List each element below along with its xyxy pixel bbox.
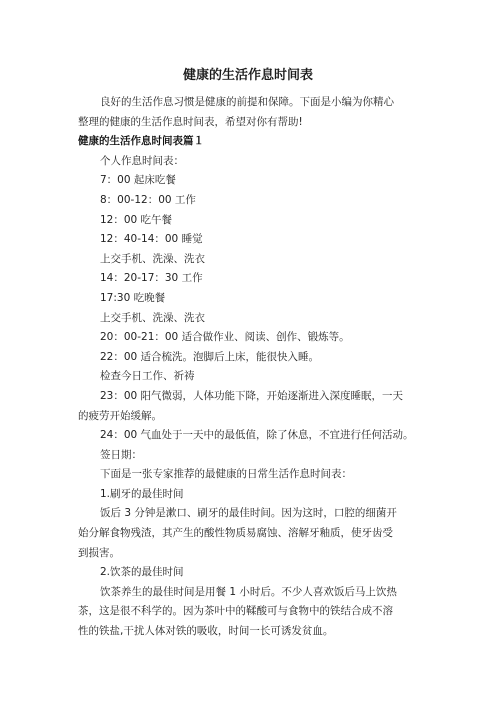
tip-line: 性的铁盐,干扰人体对铁的吸收，时间一长可诱发贫血。: [78, 625, 334, 638]
tip-line: 饭后 3 分钟是漱口、刷牙的最佳时间。因为这时，口腔的细菌开: [100, 507, 397, 520]
schedule-item: 22：00 适合梳洗。泡脚后上床，能很快入睡。: [100, 350, 320, 363]
schedule-item: 20：00-21：00 适合做作业、阅读、创作、锻炼等。: [100, 331, 350, 344]
tip-line: 茶，这是很不科学的。因为茶叶中的鞣酸可与食物中的铁结合成不溶: [78, 605, 393, 618]
intro-paragraph: [78, 93, 430, 132]
schedule-item: 上交手机、洗澡、洗衣: [100, 311, 205, 324]
section-heading: 健康的生活作息时间表篇１: [78, 135, 204, 148]
schedule-item: 7：00 起床吃餐: [100, 174, 176, 187]
sign-date: 签日期：: [100, 448, 142, 461]
schedule-title: 个人作息时间表：: [100, 154, 184, 167]
schedule-item: 8：00-12：00 工作: [100, 193, 196, 206]
schedule-item: 14：20-17：30 工作: [100, 272, 203, 285]
note-2300: [78, 387, 430, 426]
tip-line: 始分解食物残渣，其产生的酸性物质易腐蚀、溶解牙釉质，使牙齿受: [78, 527, 393, 540]
tip-line: 饮茶养生的最佳时间是用餐 1 小时后。不少人喜欢饭后马上饮热: [100, 585, 397, 598]
tip-text: [78, 583, 430, 642]
intro-line: 良好的生活作息习惯是健康的前提和保障。下面是小编为你精心: [100, 96, 394, 108]
note-line: 23：00 阳气微弱，人体功能下降，开始逐渐进入深度睡眠，一天: [100, 389, 404, 402]
tip-heading: 1.刷牙的最佳时间: [100, 487, 184, 500]
tip-text: [78, 504, 430, 563]
schedule-item: 17:30 吃晚餐: [100, 291, 166, 304]
note-line: 的疲劳开始缓解。: [78, 409, 162, 422]
schedule-item: 12：00 吃午餐: [100, 213, 173, 226]
tip-line: 到损害。: [78, 546, 120, 559]
schedule-item: 上交手机、洗澡、洗衣: [100, 252, 205, 265]
document-body: [78, 93, 430, 642]
note-2400: 24：00 气血处于一天中的最低值，除了休息，不宜进行任何活动。: [100, 429, 414, 442]
schedule-item: 12：40-14：00 睡觉: [100, 233, 203, 246]
schedule-item: 检查今日工作、祈祷: [100, 370, 195, 383]
expert-intro: 下面是一张专家推荐的最健康的日常生活作息时间表：: [100, 468, 352, 481]
tip-heading: 2.饮茶的最佳时间: [100, 566, 184, 579]
page-title: 健康的生活作息时间表: [182, 68, 313, 83]
intro-line: 整理的健康的生活作息时间表，希望对你有帮助!: [78, 115, 303, 128]
